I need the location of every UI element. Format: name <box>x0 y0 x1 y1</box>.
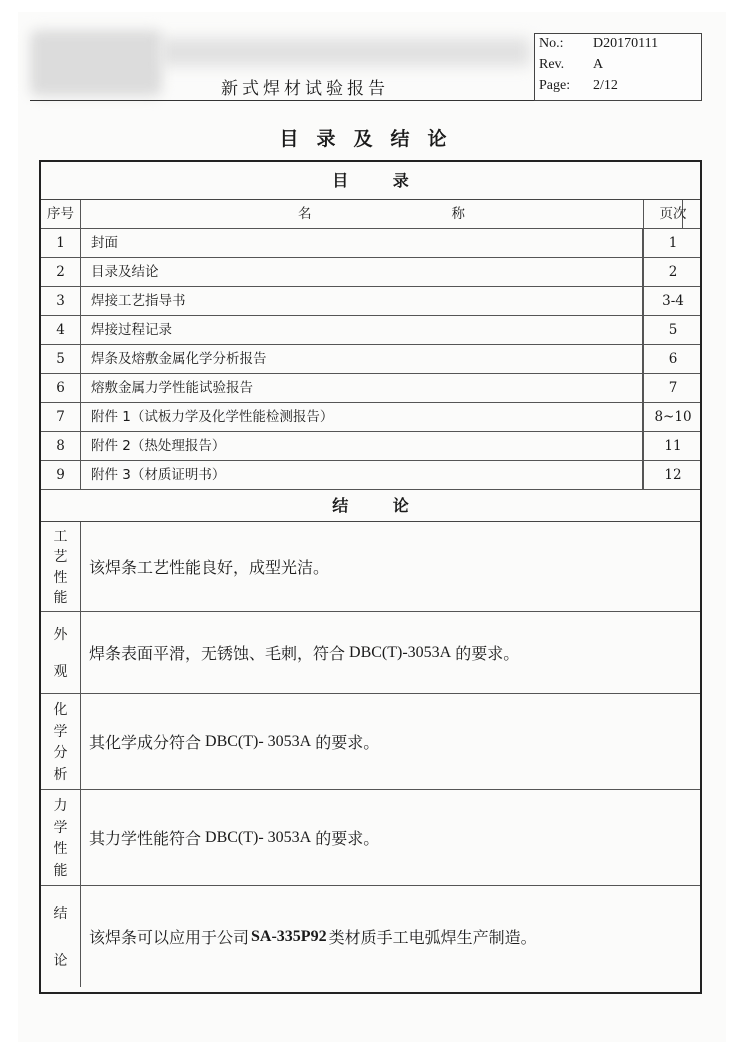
conclusion-label-char: 能 <box>53 863 68 880</box>
toc-row <box>41 461 700 490</box>
conclusion-text-before: 焊条表面平滑，无锈蚀、毛刺，符合 <box>89 644 346 663</box>
toc-seq: 8 <box>41 432 81 460</box>
conclusion-label-char: 力 <box>53 797 68 814</box>
toc-header-name: 名称 <box>81 200 683 228</box>
toc-row <box>41 287 700 316</box>
toc-page: 8~10 <box>643 403 702 431</box>
conclusion-label <box>41 790 81 885</box>
toc-band: 目 录 <box>41 162 700 200</box>
toc-page: 3-4 <box>643 287 702 315</box>
conclusion-label-char: 观 <box>53 663 68 680</box>
conclusion-row <box>41 694 700 790</box>
conclusion-text <box>89 612 692 693</box>
toc-header-seq: 序号 <box>41 200 81 228</box>
conclusion-label-char: 工 <box>53 529 68 546</box>
toc-row <box>41 403 700 432</box>
document-title: 新式焊材试验报告 <box>221 79 389 99</box>
conclusion-text-before: 其化学成分符合 <box>89 733 202 752</box>
toc-page: 12 <box>643 461 702 489</box>
conclusion-label-char: 析 <box>53 767 68 784</box>
toc-name: 附件 1（试板力学及化学性能检测报告） <box>81 403 643 431</box>
toc-seq: 4 <box>41 316 81 344</box>
conclusion-row <box>41 522 700 612</box>
conclusion-label-char: 性 <box>53 569 68 586</box>
toc-row <box>41 432 700 461</box>
conclusion-label-char: 能 <box>53 589 68 606</box>
document-info-box: No.: D20170111 Rev. A Page: 2/12 <box>534 33 702 101</box>
toc-row <box>41 374 700 403</box>
conclusion-text-after: 类材质手工电弧焊生产制造。 <box>328 928 537 947</box>
company-logo-blurred <box>30 30 162 96</box>
conclusion-label <box>41 694 81 789</box>
section-title: 目录及结论 <box>279 128 465 150</box>
toc-row <box>41 345 700 374</box>
conclusion-bold: SA-335P92 <box>251 927 327 945</box>
conclusion-label-char: 艺 <box>53 549 68 566</box>
toc-row <box>41 229 700 258</box>
conclusion-code: DBC(T)- 3053A <box>205 732 312 750</box>
conclusion-row <box>41 790 700 886</box>
toc-seq: 3 <box>41 287 81 315</box>
conclusion-label-char: 外 <box>53 627 68 644</box>
conclusion-label-char: 结 <box>53 906 68 923</box>
conclusion-text-after: 的要求。 <box>455 644 520 663</box>
toc-name: 焊接过程记录 <box>81 316 643 344</box>
toc-seq: 1 <box>41 229 81 257</box>
toc-page: 7 <box>643 374 702 402</box>
conclusion-row <box>41 612 700 694</box>
toc-page: 1 <box>643 229 702 257</box>
conclusion-label <box>41 886 81 987</box>
conclusion-band: 结 论 <box>41 490 700 522</box>
conclusion-text <box>89 522 692 611</box>
company-name-blurred <box>160 38 530 66</box>
toc-seq: 7 <box>41 403 81 431</box>
toc-name: 目录及结论 <box>81 258 643 286</box>
toc-name: 附件 2（热处理报告） <box>81 432 643 460</box>
toc-row <box>41 258 700 287</box>
toc-page: 2 <box>643 258 702 286</box>
toc-header-row <box>41 200 700 229</box>
toc-seq: 9 <box>41 461 81 489</box>
report-table <box>39 160 702 994</box>
toc-page: 5 <box>643 316 702 344</box>
conclusion-code: DBC(T)-3053A <box>349 643 452 661</box>
conclusion-text <box>89 790 692 885</box>
toc-name: 熔敷金属力学性能试验报告 <box>81 374 643 402</box>
conclusion-text <box>89 694 692 789</box>
conclusion-label <box>41 522 81 611</box>
conclusion-text: 该焊条工艺性能良好，成型光洁。 <box>89 558 330 577</box>
conclusion-label-char: 性 <box>53 841 68 858</box>
conclusion-code: DBC(T)- 3053A <box>205 828 312 846</box>
conclusion-text-before: 该焊条可以应用于公司 <box>89 928 250 947</box>
conclusion-text-before: 其力学性能符合 <box>89 829 202 848</box>
conclusion-label-char: 学 <box>53 723 68 740</box>
toc-name: 焊接工艺指导书 <box>81 287 643 315</box>
conclusion-label-char: 分 <box>53 745 68 762</box>
toc-name: 封面 <box>81 229 643 257</box>
toc-seq: 6 <box>41 374 81 402</box>
conclusion-row <box>41 886 700 987</box>
toc-seq: 5 <box>41 345 81 373</box>
conclusion-label-char: 学 <box>53 819 68 836</box>
toc-page: 11 <box>643 432 702 460</box>
toc-row <box>41 316 700 345</box>
conclusion-label-char: 论 <box>53 952 68 969</box>
conclusion-label <box>41 612 81 693</box>
toc-seq: 2 <box>41 258 81 286</box>
conclusion-text-after: 的要求。 <box>315 733 380 752</box>
toc-name: 附件 3（材质证明书） <box>81 461 643 489</box>
toc-name: 焊条及熔敷金属化学分析报告 <box>81 345 643 373</box>
conclusion-text-after: 的要求。 <box>315 829 380 848</box>
conclusion-label-char: 化 <box>53 701 68 718</box>
toc-header-page: 页次 <box>643 200 702 228</box>
toc-page: 6 <box>643 345 702 373</box>
conclusion-text <box>89 886 692 987</box>
